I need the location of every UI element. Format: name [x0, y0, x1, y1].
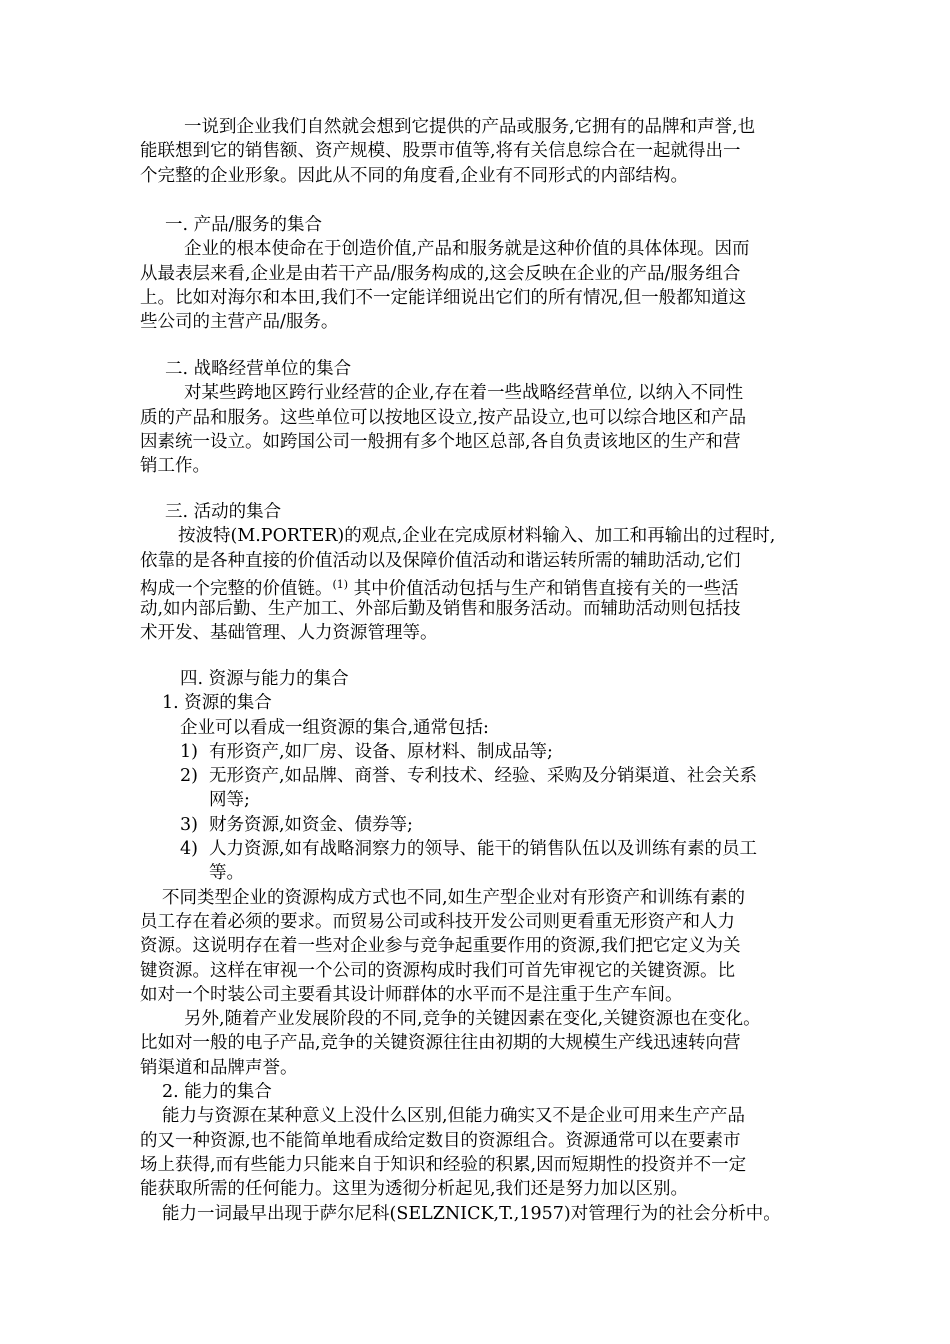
body-line: 按波特(M.PORTER)的观点,企业在完成原材料输入、加工和再输出的过程时,	[178, 526, 776, 547]
body-line: 销渠道和品牌声誉。	[140, 1057, 298, 1078]
section-heading: 四. 资源与能力的集合	[180, 669, 349, 689]
section-products	[140, 213, 820, 334]
body-line: 能获取所需的任何能力。这里为透彻分析起见,我们还是努力加以区别。	[140, 1179, 689, 1200]
footnote-reference: (1)	[332, 577, 349, 591]
list-item	[140, 764, 820, 788]
body-line: 能力一词最早出现于萨尔尼科(SELZNICK,T.,1957)对管理行为的社会分析中。	[162, 1203, 781, 1224]
body-line: 资源。这说明存在着一些对企业参与竞争起重要作用的资源,我们把它定义为关	[140, 936, 741, 957]
body-text: 其中价值活动包括与生产和销售直接有关的一些活	[348, 578, 739, 599]
body-line: 能力与资源在某种意义上没什么区别,但能力确实又不是企业可用来生产产品	[162, 1106, 746, 1127]
list-number: 3)	[180, 814, 198, 835]
subsection-heading: 1. 资源的集合	[162, 693, 272, 714]
body-line: 术开发、基础管理、人力资源管理等。	[140, 623, 438, 644]
list-text: 人力资源,如有战略洞察力的领导、能干的销售队伍以及训练有素的员工	[209, 839, 758, 860]
body-line: 动,如内部后勤、生产加工、外部后勤及销售和服务活动。而辅助活动则包括技	[140, 599, 741, 620]
section-activities	[140, 500, 820, 646]
section-heading: 一. 产品/服务的集合	[165, 215, 323, 235]
list-number: 4)	[180, 839, 198, 860]
body-line: 键资源。这样在审视一个公司的资源构成时我们可首先审视它的关键资源。比	[140, 960, 735, 981]
body-line	[140, 573, 820, 597]
list-item	[140, 813, 820, 837]
section-business-units	[140, 357, 820, 478]
list-text: 财务资源,如资金、债券等;	[209, 814, 413, 835]
list-number: 1)	[180, 741, 198, 762]
list-text: 无形资产,如品牌、商誉、专利技术、经验、采购及分销渠道、社会关系	[209, 766, 758, 787]
body-line: 企业的根本使命在于创造价值,产品和服务就是这种价值的具体体现。因而	[184, 239, 750, 260]
body-line: 另外,随着产业发展阶段的不同,竞争的关键因素在变化,关键资源也在变化。	[184, 1009, 761, 1030]
body-line: 员工存在着必须的要求。而贸易公司或科技开发公司则更看重无形资产和人力	[140, 911, 735, 932]
section-heading: 三. 活动的集合	[165, 502, 282, 522]
body-line: 场上获得,而有些能力只能来自于知识和经验的积累,因而短期性的投资并不一定	[140, 1154, 747, 1175]
subsection-heading: 2. 能力的集合	[162, 1082, 272, 1103]
body-line: 比如对一般的电子产品,竞争的关键资源往往由初期的大规模生产线迅速转向营	[140, 1033, 741, 1054]
list-number: 2)	[180, 766, 198, 787]
section-resources-capabilities	[140, 667, 820, 1226]
intro-line: 个完整的企业形象。因此从不同的角度看,企业有不同形式的内部结构。	[140, 165, 689, 186]
list-text-continued: 等。	[209, 863, 244, 884]
intro-line: 能联想到它的销售额、资产规模、股票市值等,将有关信息综合在一起就得出一	[140, 141, 741, 162]
list-item	[140, 740, 820, 764]
body-line: 企业可以看成一组资源的集合,通常包括:	[180, 717, 489, 738]
body-line: 质的产品和服务。这些单位可以按地区设立,按产品设立,也可以综合地区和产品	[140, 407, 747, 428]
body-line: 些公司的主营产品/服务。	[140, 312, 339, 333]
list-text-continued: 网等;	[209, 790, 250, 811]
body-line: 销工作。	[140, 456, 210, 477]
body-line: 如对一个时装公司主要看其设计师群体的水平而不是注重于生产车间。	[140, 984, 683, 1005]
body-line: 因素统一设立。如跨国公司一般拥有多个地区总部,各自负责该地区的生产和营	[140, 431, 741, 452]
list-text: 有形资产,如厂房、设备、原材料、制成品等;	[209, 741, 553, 762]
body-line: 从最表层来看,企业是由若干产品/服务构成的,这会反映在企业的产品/服务组合	[140, 263, 741, 284]
body-line: 上。比如对海尔和本田,我们不一定能详细说出它们的所有情况,但一般都知道这	[140, 287, 747, 308]
body-line: 的又一种资源,也不能简单地看成给定数目的资源组合。资源通常可以在要素市	[140, 1130, 741, 1151]
intro-paragraph	[140, 115, 820, 188]
body-line: 依靠的是各种直接的价值活动以及保障价值活动和谐运转所需的辅助活动,它们	[140, 550, 741, 571]
body-line: 不同类型企业的资源构成方式也不同,如生产型企业对有形资产和训练有素的	[162, 887, 746, 908]
list-item	[140, 837, 820, 861]
body-text: 构成一个完整的价值链。	[140, 578, 333, 599]
body-line: 对某些跨地区跨行业经营的企业,存在着一些战略经营单位, 以纳入不同性	[184, 383, 744, 404]
intro-line: 一说到企业我们自然就会想到它提供的产品或服务,它拥有的品牌和声誉,也	[184, 117, 756, 137]
section-heading: 二. 战略经营单位的集合	[165, 359, 352, 379]
